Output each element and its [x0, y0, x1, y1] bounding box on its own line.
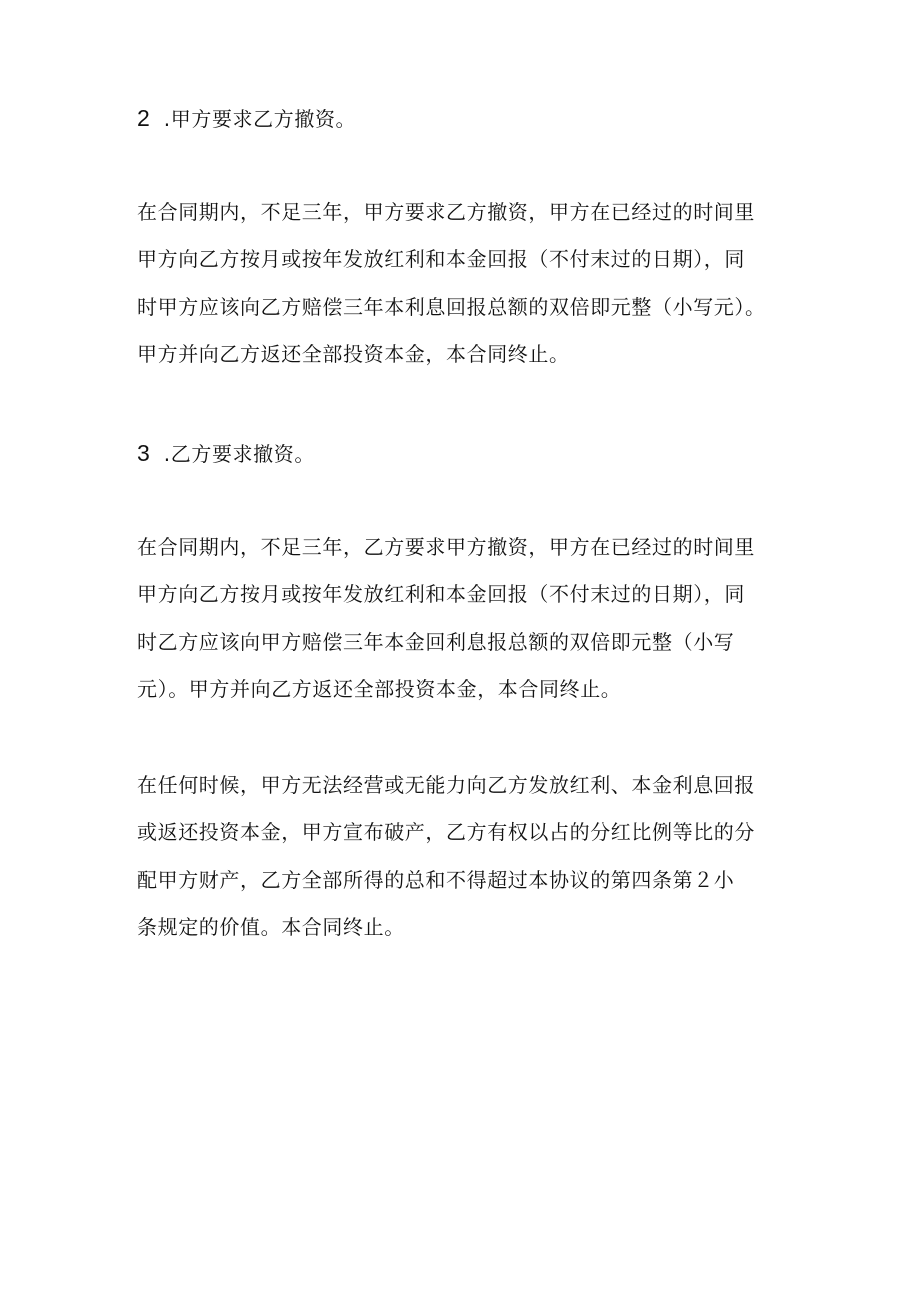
paragraph-line: 甲方向乙方按月或按年发放红利和本金回报（不付末过的日期），同: [137, 582, 745, 606]
section-3-title: .乙方要求撤资。: [163, 442, 315, 466]
paragraph-line: 元）。甲方并向乙方返还全部投资本金，本合同终止。: [137, 677, 622, 701]
section-2-number: 2: [137, 105, 150, 131]
paragraph-line: 或返还投资本金，甲方宣布破产，乙方有权以占的分红比例等比的分: [137, 820, 755, 844]
paragraph-line: 甲方向乙方按月或按年发放红利和本金回报（不付末过的日期），同: [137, 247, 745, 271]
paragraph-line: 在任何时候，甲方无法经营或无能力向乙方发放红利、本金利息回报: [137, 773, 755, 797]
paragraph-line: 时甲方应该向乙方赔偿三年本利息回报总额的双倍即元整（小写元）。: [137, 295, 766, 319]
section-3-number: 3: [137, 440, 150, 466]
paragraph-line: 在合同期内，不足三年，乙方要求甲方撤资，甲方在已经过的时间里: [137, 535, 755, 559]
section-3-heading: [137, 441, 315, 466]
paragraph-line: 在合同期内，不足三年，甲方要求乙方撤资，甲方在已经过的时间里: [137, 200, 755, 224]
paragraph-line: 条规定的价值。本合同终止。: [137, 915, 405, 939]
paragraph-line: 时乙方应该向甲方赔偿三年本金回利息报总额的双倍即元整（小写: [137, 630, 735, 654]
paragraph-line: 配甲方财产，乙方全部所得的总和不得超过本协议的第四条第２小: [137, 868, 735, 892]
section-2-title: .甲方要求乙方撤资。: [163, 107, 357, 131]
section-2-heading: [137, 106, 356, 131]
paragraph-line: 甲方并向乙方返还全部投资本金，本合同终止。: [137, 342, 570, 366]
